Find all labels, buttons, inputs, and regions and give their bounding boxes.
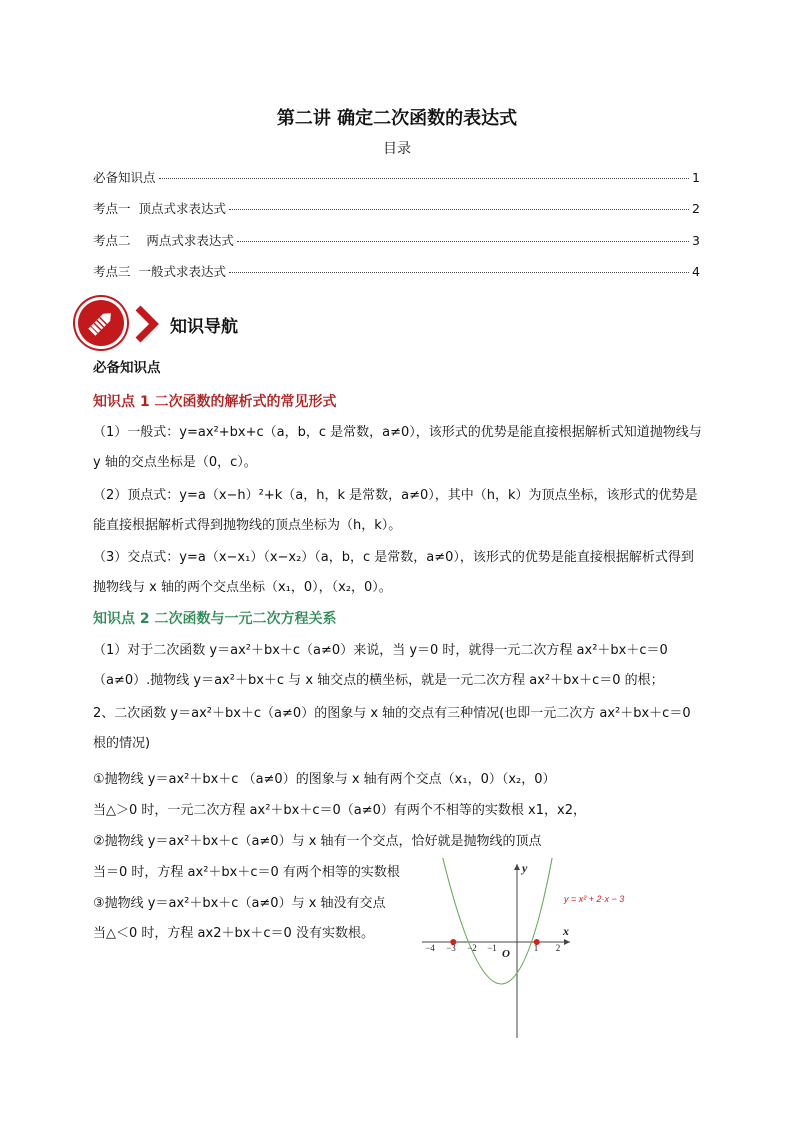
tick-label: −3 bbox=[446, 943, 456, 953]
chevron-right-icon bbox=[132, 304, 160, 344]
toc-entry-page: 4 bbox=[692, 264, 700, 279]
toc-entry[interactable] bbox=[93, 262, 700, 280]
case-two-intersections: ①抛物线 y＝ax²＋bx＋c （a≠0）的图象与 x 轴有两个交点（x₁，0）（x₂，0） bbox=[93, 772, 556, 787]
toc-leader bbox=[229, 272, 689, 273]
section-heading: 必备知识点 bbox=[93, 360, 161, 376]
paragraph-equation-relation: （1）对于二次函数 y＝ax²＋bx＋c（a≠0）来说，当 y＝0 时，就得一元二次方程 ax²＋bx＋c＝0（a≠0）.抛物线 y＝ax²＋bx＋c 与 x 轴交点的横坐标，就是一元二次方程 ax²＋bx＋c＝0 的根； bbox=[93, 643, 668, 688]
parabola-curve bbox=[443, 858, 552, 984]
knowledge-point-2-title: 知识点 2 二次函数与一元二次方程关系 bbox=[93, 611, 337, 627]
paragraph-three-cases: 2、二次函数 y＝ax²＋bx＋c（a≠0）的图象与 x 轴的交点有三种情况(也即一元二次方 ax²＋bx＋c＝0 根的情况) bbox=[93, 706, 691, 751]
toc-entry[interactable] bbox=[93, 168, 700, 186]
toc-entry[interactable] bbox=[93, 199, 700, 217]
toc-entry-label: 考点一 顶点式求表达式 bbox=[93, 201, 226, 216]
toc-heading: 目录 bbox=[383, 141, 411, 157]
toc-leader bbox=[229, 209, 689, 210]
toc-entry-label: 考点二 两点式求表达式 bbox=[93, 233, 234, 248]
y-axis-label: y bbox=[522, 861, 528, 875]
paragraph-general-form: （1）一般式：y=ax²+bx+c（a，b，c 是常数，a≠0），该形式的优势是能直接根据解析式知道抛物线与 y 轴的交点坐标是（0，c）。 bbox=[93, 425, 702, 470]
case-delta-zero: 当＝0 时，方程 ax²＋bx＋c＝0 有两个相等的实数根 bbox=[93, 865, 400, 880]
toc-entry-label: 必备知识点 bbox=[93, 170, 156, 185]
paragraph-intercept-form: （3）交点式：y=a（x−x₁）（x−x₂）（a，b，c 是常数，a≠0），该形式的优势是能直接根据解析式得到抛物线与 x 轴的两个交点坐标（x₁，0），（x₂，0）。 bbox=[93, 550, 694, 595]
tick-label: 2 bbox=[555, 943, 561, 953]
tick-label: 1 bbox=[533, 943, 539, 953]
equation-label: y = x² + 2·x − 3 bbox=[564, 894, 625, 904]
toc-entry[interactable] bbox=[93, 231, 700, 249]
origin-label: O bbox=[502, 948, 510, 960]
case-delta-negative: 当△＜0 时，方程 ax2＋bx＋c＝0 没有实数根。 bbox=[93, 926, 374, 941]
case-no-intersection: ③抛物线 y＝ax²＋bx＋c（a≠0）与 x 轴没有交点 bbox=[93, 896, 386, 911]
toc-entry-label: 考点三 一般式求表达式 bbox=[93, 264, 226, 279]
case-delta-positive: 当△＞0 时，一元二次方程 ax²＋bx＋c＝0（a≠0）有两个不相等的实数根 x1，x2， bbox=[93, 803, 586, 818]
toc-leader bbox=[159, 178, 689, 179]
tick-label: −4 bbox=[425, 943, 435, 953]
pencil-badge-icon bbox=[78, 300, 124, 346]
parabola-graph bbox=[418, 858, 648, 1043]
toc-entry-page: 3 bbox=[692, 233, 700, 248]
case-one-intersection: ②抛物线 y＝ax²＋bx＋c（a≠0）与 x 轴有一个交点，恰好就是抛物线的顶点 bbox=[93, 834, 542, 849]
tick-label: −2 bbox=[467, 943, 477, 953]
toc-entry-page: 2 bbox=[692, 201, 700, 216]
nav-title: 知识导航 bbox=[170, 317, 238, 337]
toc-entry-page: 1 bbox=[692, 170, 700, 185]
tick-label: −1 bbox=[487, 943, 497, 953]
x-axis-label: x bbox=[563, 924, 569, 938]
paragraph-vertex-form: （2）顶点式：y=a（x−h）²+k（a，h，k 是常数，a≠0），其中（h，k）为顶点坐标，该形式的优势是能直接根据解析式得到抛物线的顶点坐标为（h，k）。 bbox=[93, 488, 698, 533]
page-title: 第二讲 确定二次函数的表达式 bbox=[276, 108, 518, 129]
knowledge-point-1-title: 知识点 1 二次函数的解析式的常见形式 bbox=[93, 394, 337, 410]
toc-leader bbox=[237, 241, 689, 242]
